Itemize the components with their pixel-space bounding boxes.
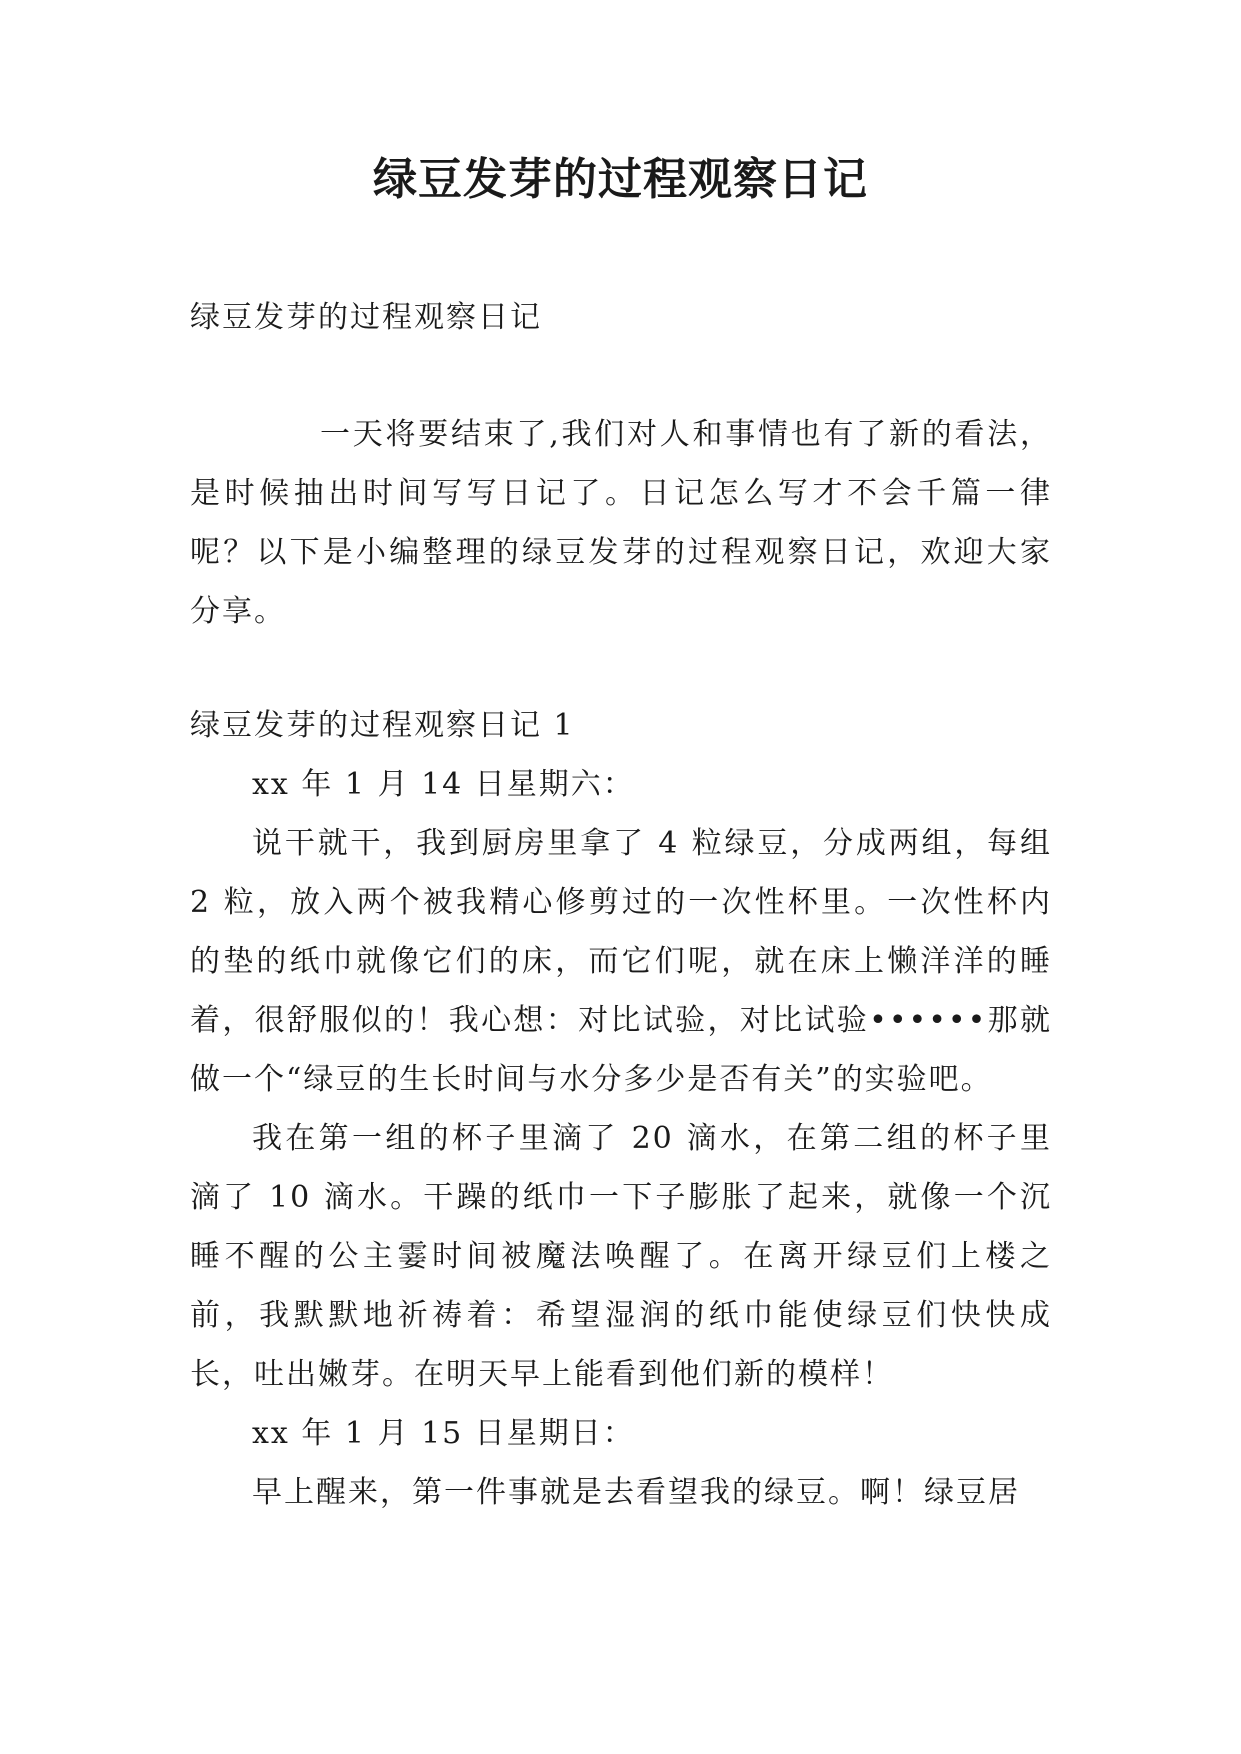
document-title: 绿豆发芽的过程观察日记 (373, 154, 868, 205)
diary-paragraph: 我在第一组的杯子里滴了 20 滴水，在第二组的杯子里滴了 10 滴水。干躁的纸巾一下子膨胀了起来，就像一个沉睡不醒的公主霎时间被魔法唤醒了。在离开绿豆们上楼之前，我默默地祈祷着：希望湿润的纸巾能使绿豆们快快成长，吐出嫩芽。在明天早上能看到他们新的模样！ (190, 1121, 1052, 1392)
document-subtitle: 绿豆发芽的过程观察日记 (190, 300, 542, 335)
section-heading: 绿豆发芽的过程观察日记 1 (190, 708, 575, 743)
diary-date: xx 年 1 月 15 日星期日： (252, 1416, 635, 1451)
diary-paragraph: 说干就干，我到厨房里拿了 4 粒绿豆，分成两组，每组 2 粒，放入两个被我精心修剪过的一次性杯里。一次性杯内的垫的纸巾就像它们的床，而它们呢，就在床上懒洋洋的睡着，很舒服似的！我心想：对比试验，对比试验••••••那就做一个“绿豆的生长时间与水分多少是否有关”的实验吧。 (190, 826, 1052, 1097)
diary-date: xx 年 1 月 14 日星期六： (252, 767, 635, 802)
diary-paragraph: 早上醒来，第一件事就是去看望我的绿豆。啊！绿豆居 (252, 1475, 1020, 1510)
intro-paragraph: 一天将要结束了,我们对人和事情也有了新的看法，是时候抽出时间写写日记了。日记怎么写才不会千篇一律呢？以下是小编整理的绿豆发芽的过程观察日记，欢迎大家分享。 (190, 417, 1052, 629)
diary-section-1 (190, 696, 1052, 1522)
